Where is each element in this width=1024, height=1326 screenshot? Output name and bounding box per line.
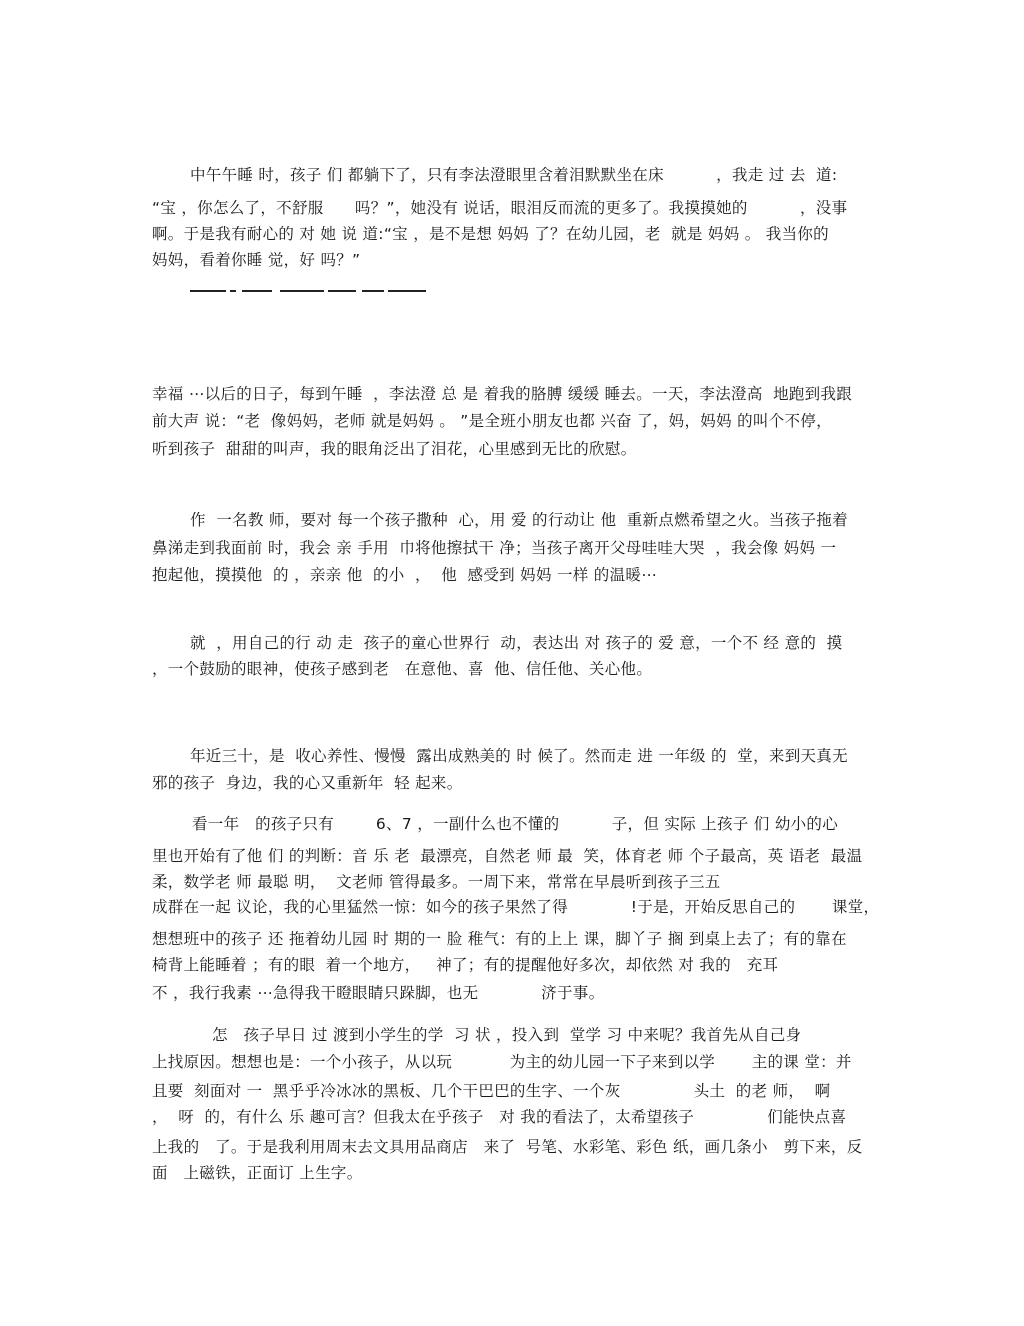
text-line: 中午午睡 时，孩子 们 都躺下了，只有李法澄眼里含着泪默默坐在床 ，我走 过 去 道:	[190, 166, 838, 184]
text-line: 鼻涕走到我面前 时，我会 亲 手用 巾将他擦拭干 净；当孩子离开父母哇哇大哭 ，我会像 妈妈 一	[152, 539, 837, 557]
text-line: 不 ，我行我素 ⋯急得我干瞪眼睛只跺脚，也无 济于事。	[152, 984, 605, 1002]
text-line: 成群在一起 议论，我的心里猛然一惊：如今的孩子果然了得 !于是，开始反思自己的 课堂，	[152, 898, 880, 916]
text-line: 上找原因。想想也是：一个小孩子，从以玩 为主的幼儿园一下子来到以学 主的课 堂：并	[152, 1053, 852, 1071]
text-line: 啊。于是我有耐心的 对 她 说 道:“宝 ，是不是想 妈妈 了？在幼儿园，老 就是 妈妈 。 我当你的	[152, 225, 829, 243]
text-line: 椅背上能睡着 ；有的眼 着一个地方， 神了；有的提醒他好多次，却依然 对 我的 充耳	[152, 956, 779, 974]
separator-line	[190, 290, 426, 294]
text-line: 怎 孩子早日 过 渡到小学生的学 习 状 ，投入到 堂学 习 中来呢？我首先从自己身	[212, 1026, 802, 1044]
text-line: 前大声 说：“老 像妈妈，老师 就是妈妈 。 ”是全班小朋友也都 兴奋 了，妈，妈妈 的叫个不停，	[152, 412, 832, 430]
text-line: 且要 刻面对 一 黑乎乎冷冰冰的黑板、几个干巴巴的生字、一个灰 头土 的老 师， 啊	[152, 1082, 831, 1100]
text-line: 看一年 的孩子只有 6、7 ，一副什么也不懂的 子，但 实际 上孩子 们 幼小的心	[192, 815, 839, 833]
text-line: 想想班中的孩子 还 拖着幼儿园 时 期的一 脸 稚气：有的上上 课，脚丫子 搁 到桌上去了；有的靠在	[152, 930, 847, 948]
text-line: 面 上磁铁，正面订 上生字。	[152, 1164, 363, 1182]
text-line: 妈妈，看着你睡 觉，好 吗？”	[152, 251, 361, 269]
text-line: 邪的孩子 身边，我的心又重新年 轻 起来。	[152, 774, 463, 792]
text-line: 上我的 了。于是我利用周末去文具用品商店 来了 号笔、水彩笔、彩色 纸，画几条小 剪下来，反	[152, 1138, 863, 1156]
text-line: 里也开始有了他 们 的判断：音 乐 老 最漂亮，自然老 师 最 笑，体育老 师 个子最高，英 语老 最温	[152, 847, 863, 865]
text-line: 听到孩子 甜甜的叫声，我的眼角泛出了泪花，心里感到无比的欣慰。	[152, 440, 637, 458]
text-line: 年近三十，是 收心养性、慢慢 露出成熟美的 时 候了。然而走 进 一年级 的 堂，来到天真无	[190, 747, 848, 765]
text-line: “宝 ，你怎么了，不舒服 吗？”，她没有 说话，眼泪反而流的更多了。我摸摸她的 ，没事	[152, 199, 848, 217]
text-line: ， 呀 的，有什么 乐 趣可言？但我太在乎孩子 对 我的看法了，太希望孩子 们能快点喜	[152, 1108, 847, 1126]
text-line: 抱起他，摸摸他 的 ，亲亲 他 的小 ， 他 感受到 妈妈 一样 的温暖⋯	[152, 566, 658, 584]
text-line: 就 ，用自己的行 动 走 孩子的童心世界行 动，表达出 对 孩子的 爱 意，一个不 经 意的 摸	[190, 634, 843, 652]
text-line: 柔，数学老 师 最聪 明， 文老师 管得最多。一周下来，常常在早晨听到孩子三五	[152, 873, 721, 891]
text-line: 幸福 ⋯以后的日子，每到午睡 ，李法澄 总 是 着我的胳膊 缓缓 睡去。一天，李法澄高 地跑到我跟	[152, 385, 853, 403]
text-line: ，一个鼓励的眼神，使孩子感到老 在意他、喜 他、信任他、关心他。	[152, 660, 653, 678]
text-line: 作 一名教 师，要对 每一个孩子撒种 心，用 爱 的行动让 他 重新点燃希望之火。当孩子拖着	[190, 511, 848, 529]
